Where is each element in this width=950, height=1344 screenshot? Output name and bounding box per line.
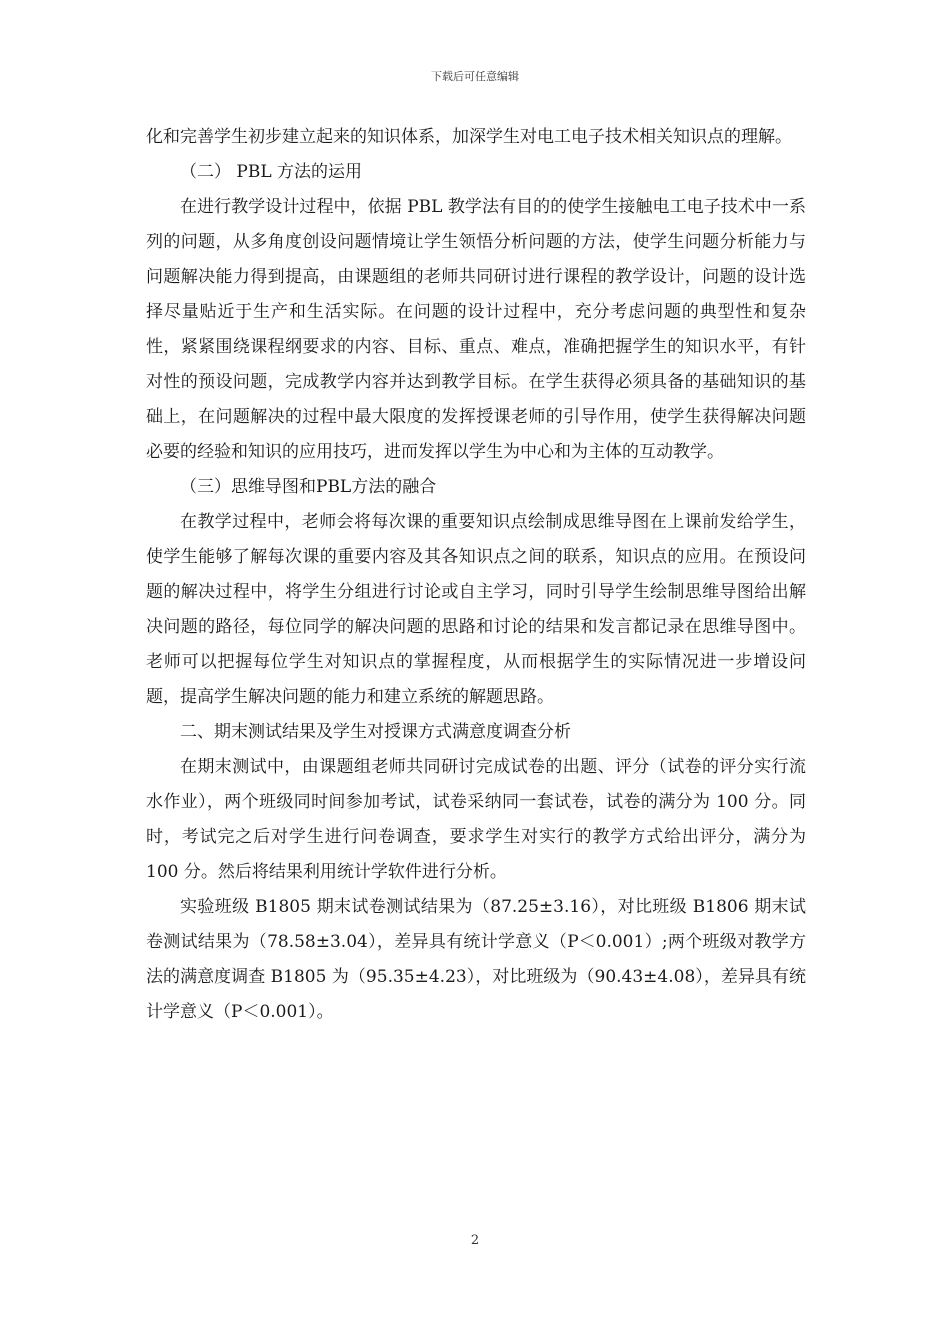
document-body	[146, 120, 806, 1030]
paragraph-exam: 在期末测试中，由课题组老师共同研讨完成试卷的出题、评分（试卷的评分实行流水作业），两个班级同时间参加考试，试卷采纳同一套试卷，试卷的满分为 100 分。同时，考试完之后对学生进行问卷调查，要求学生对实行的教学方式给出评分，满分为 100 分。然后将结果利用统计学软件进行分析。	[146, 757, 806, 882]
paragraph-statistics: 实验班级 B1805 期末试卷测试结果为（87.25±3.16），对比班级 B1806 期末试卷测试结果为（78.58±3.04），差异具有统计学意义（P＜0.001）;两个班级对教学方法的满意度调查 B1805 为（95.35±4.23），对比班级为（90.43±4.08），差异具有统计学意义（P＜0.001）。	[146, 897, 806, 1022]
section-heading-pbl: （二） PBL 方法的运用	[180, 162, 363, 182]
page-header: 下载后可任意编辑	[431, 70, 519, 83]
paragraph-fusion: 在教学过程中，老师会将每次课的重要知识点绘制成思维导图在上课前发给学生，使学生能够了解每次课的重要内容及其各知识点之间的联系，知识点的应用。在预设问题的解决过程中，将学生分组进行讨论或自主学习，同时引导学生绘制思维导图给出解决问题的路径，每位同学的解决问题的思路和讨论的结果和发言都记录在思维导图中。老师可以把握每位学生对知识点的掌握程度，从而根据学生的实际情况进一步增设问题，提高学生解决问题的能力和建立系统的解题思路。	[146, 512, 806, 707]
paragraph-continuation: 化和完善学生初步建立起来的知识体系，加深学生对电工电子技术相关知识点的理解。	[146, 127, 792, 147]
section-heading-fusion: （三）思维导图和PBL方法的融合	[180, 477, 437, 497]
paragraph-pbl: 在进行教学设计过程中，依据 PBL 教学法有目的的使学生接触电工电子技术中一系列的问题，从多角度创设问题情境让学生领悟分析问题的方法，使学生问题分析能力与问题解决能力得到提高，由课题组的老师共同研讨进行课程的教学设计，问题的设计选择尽量贴近于生产和生活实际。在问题的设计过程中，充分考虑问题的典型性和复杂性，紧紧围绕课程纲要求的内容、目标、重点、难点，准确把握学生的知识水平，有针对性的预设问题，完成教学内容并达到教学目标。在学生获得必须具备的基础知识的基础上，在问题解决的过程中最大限度的发挥授课老师的引导作用，使学生获得解决问题必要的经验和知识的应用技巧，进而发挥以学生为中心和为主体的互动教学。	[146, 197, 806, 462]
section-heading-results: 二、期末测试结果及学生对授课方式满意度调查分析	[180, 722, 571, 742]
page-number: 2	[470, 1233, 480, 1248]
